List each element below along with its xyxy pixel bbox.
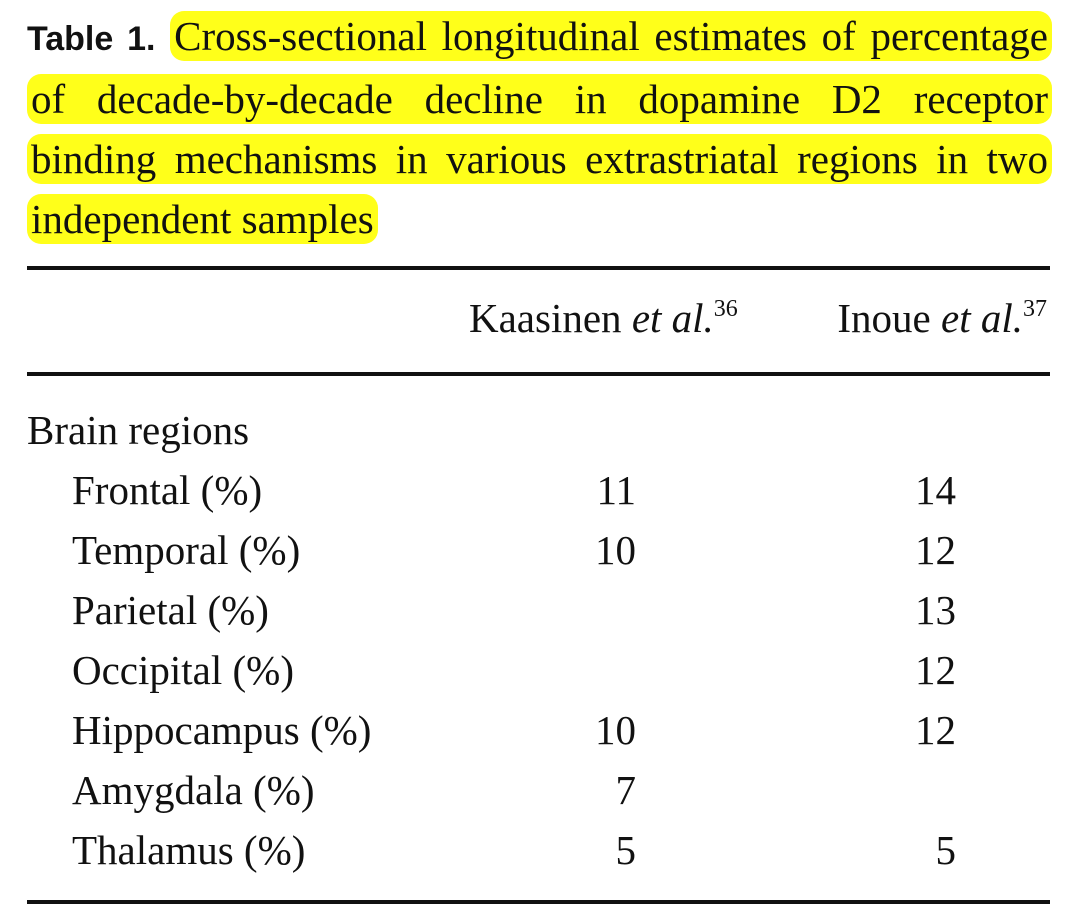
- row-label-occipital: Occipital (%): [72, 647, 294, 693]
- cell-inoue-occipital: 12: [915, 647, 956, 693]
- row-label-temporal: Temporal (%): [72, 527, 301, 573]
- table-label: Table 1.: [27, 20, 156, 58]
- cell-inoue-hippocampus: 12: [915, 707, 956, 753]
- cell-inoue-thalamus: 5: [935, 827, 956, 873]
- column-author: Kaasinen: [469, 295, 622, 341]
- row-label-frontal: Frontal (%): [72, 467, 263, 513]
- cell-kaasinen-amygdala: 7: [615, 767, 636, 813]
- column-header-kaasinen: [469, 294, 738, 342]
- caption-highlighted-text[interactable]: Cross-sectional longitudinal estimates of percentage of decade-by-decade decline in dopamine D2 receptor binding mechanisms in various extrastriatal regions in two independent samples: [27, 11, 1052, 244]
- column-author: Inoue: [837, 295, 931, 341]
- cell-kaasinen-frontal: 11: [596, 467, 636, 513]
- row-label-thalamus: Thalamus (%): [72, 827, 306, 873]
- row-label-parietal: Parietal (%): [72, 587, 269, 633]
- bottom-rule: [27, 900, 1050, 904]
- row-label-amygdala: Amygdala (%): [72, 767, 315, 813]
- cell-kaasinen-hippocampus: 10: [595, 707, 636, 753]
- cell-kaasinen-thalamus: 5: [615, 827, 636, 873]
- top-rule: [27, 266, 1050, 270]
- cell-kaasinen-temporal: 10: [595, 527, 636, 573]
- cell-inoue-frontal: 14: [915, 467, 956, 513]
- cell-inoue-temporal: 12: [915, 527, 956, 573]
- column-etal: et al.: [941, 295, 1023, 341]
- column-reference: 37: [1023, 296, 1047, 322]
- column-etal: et al.: [631, 295, 714, 341]
- column-header-inoue: [837, 294, 1047, 342]
- header-rule: [27, 372, 1050, 376]
- table-caption: [27, 6, 1052, 249]
- row-label-hippocampus: Hippocampus (%): [72, 707, 372, 753]
- section-label: Brain regions: [27, 407, 250, 453]
- column-reference: 36: [713, 296, 738, 322]
- cell-inoue-parietal: 13: [915, 587, 956, 633]
